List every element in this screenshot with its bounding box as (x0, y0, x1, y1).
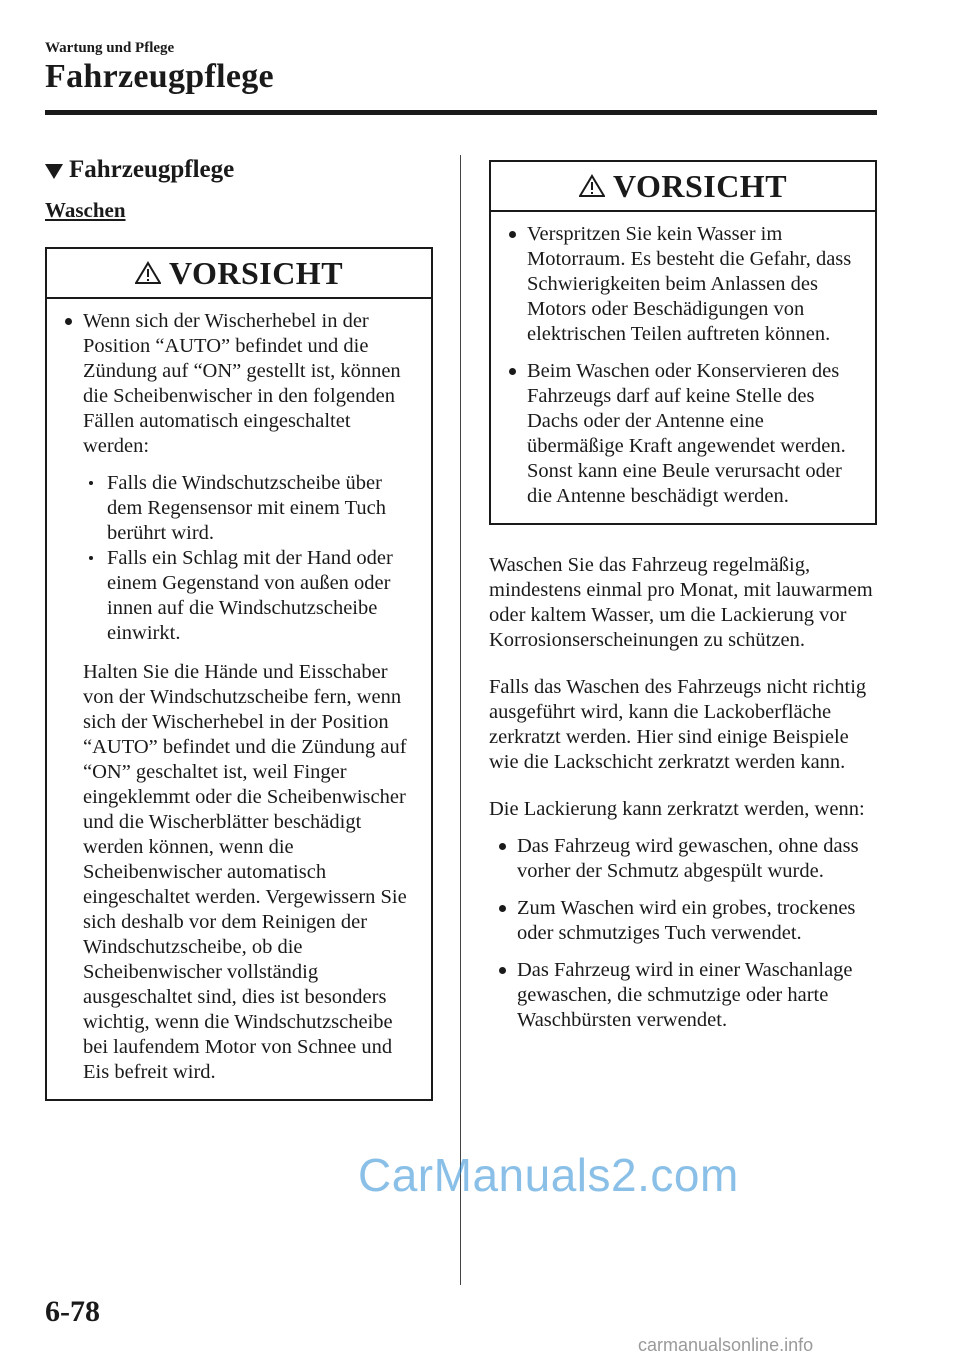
list-item (489, 896, 877, 946)
list-item-text: Zum Waschen wird ein grobes, trockenes oder schmutziges Tuch verwendet. (517, 897, 856, 944)
caution-title: VORSICHT (612, 167, 788, 204)
bullet-dot (65, 318, 72, 325)
body-paragraph: Die Lackierung kann zerkratzt werden, wenn: (489, 798, 865, 820)
sub-bullet-dot (89, 556, 93, 560)
warning-triangle-icon (579, 174, 605, 198)
header-rule (45, 110, 877, 115)
caution-sub-item (63, 546, 421, 646)
caution-sub-item-text: Falls die Windschutzscheibe über dem Regensensor mit einem Tuch berührt wird. (107, 472, 387, 544)
caution-header (47, 249, 431, 299)
caution-box-right (489, 160, 877, 525)
list-item-text: Das Fahrzeug wird in einer Waschanlage gewaschen, die schmutzige oder harte Waschbürsten verwendet. (517, 959, 853, 1031)
subheading-waschen: Waschen (45, 198, 126, 222)
list-item (489, 834, 877, 884)
caution-bullet-text: Verspritzen Sie kein Wasser im Motorraum. Es besteht die Gefahr, dass Schwierigkeiten beim Anlassen des Motors oder Beschädigungen von elektrischen Teilen auftreten können. (527, 223, 852, 345)
caution-sub-item-text: Falls ein Schlag mit der Hand oder einem Gegenstand von außen oder innen auf die Windschutzscheibe einwirkt. (107, 547, 393, 644)
caution-paragraph: Halten Sie die Hände und Eisschaber von der Windschutzscheibe fern, wenn sich der Wischerhebel in der Position “AUTO” befindet und die Zündung auf “ON” geschaltet ist, weil Finger eingeklemmt oder die Scheibenwischer und die Wischerblätter beschädigt werden können, wenn die Scheibenwischer automatisch eingeschaltet werden. Vergewissern Sie sich deshalb vor dem Reinigen der Windschutzscheibe, ob die Scheibenwischer vollständig ausgeschaltet sind, dies ist besonders wichtig, wenn die Windschutzscheibe bei laufendem Motor von Schnee und Eis befreit wird. (83, 661, 407, 1083)
left-column (45, 150, 433, 1101)
caution-sub-item (63, 471, 421, 546)
caution-body (491, 212, 875, 523)
caution-bullet (63, 309, 421, 459)
caution-body (47, 299, 431, 1099)
list-item-text: Das Fahrzeug wird gewaschen, ohne dass vorher der Schmutz abgespült wurde. (517, 835, 859, 882)
page-number: 6-78 (45, 1295, 100, 1328)
bullet-dot (509, 231, 516, 238)
body-paragraph: Falls das Waschen des Fahrzeugs nicht richtig ausgeführt wird, kann die Lackoberfläche zerkratzt werden. Hier sind einige Beispiele wie die Lackschicht zerkratzt werden kann. (489, 676, 867, 773)
sub-bullet-dot (89, 481, 93, 485)
header-section-label: Wartung und Pflege (45, 40, 175, 56)
body-paragraph: Waschen Sie das Fahrzeug regelmäßig, mindestens einmal pro Monat, mit lauwarmem oder kaltem Wasser, um die Lackierung vor Korrosionserscheinungen zu schützen. (489, 554, 873, 651)
section-heading (45, 156, 433, 184)
caution-bullet-text: Beim Waschen oder Konservieren des Fahrzeugs darf auf keine Stelle des Dachs oder der Antenne eine übermäßige Kraft angewendet werden. Sonst kann eine Beule verursacht oder die Antenne beschädigt werden. (527, 360, 846, 507)
page-title: Fahrzeugpflege (45, 58, 274, 95)
right-column (489, 160, 877, 1033)
list-item (489, 958, 877, 1033)
watermark-site: carmanualsonline.info (638, 1335, 814, 1355)
bullet-dot (499, 905, 506, 912)
bullet-dot (499, 967, 506, 974)
section-heading-text: Fahrzeugpflege (69, 156, 235, 183)
caution-header (491, 162, 875, 212)
bullet-dot (499, 843, 506, 850)
caution-bullet (507, 359, 865, 509)
caution-box-left (45, 247, 433, 1101)
watermark-logo: CarManuals2.com (358, 1149, 739, 1201)
caution-bullet-text: Wenn sich der Wischerhebel in der Position “AUTO” befindet und die Zündung auf “ON” gestellt ist, können die Scheibenwischer in den folgenden Fällen automatisch eingeschaltet werden: (83, 310, 401, 457)
column-divider (460, 155, 461, 1285)
warning-triangle-icon (135, 261, 161, 285)
triangle-down-icon (45, 164, 63, 179)
caution-bullet (507, 222, 865, 347)
bullet-dot (509, 368, 516, 375)
caution-title: VORSICHT (168, 254, 344, 291)
